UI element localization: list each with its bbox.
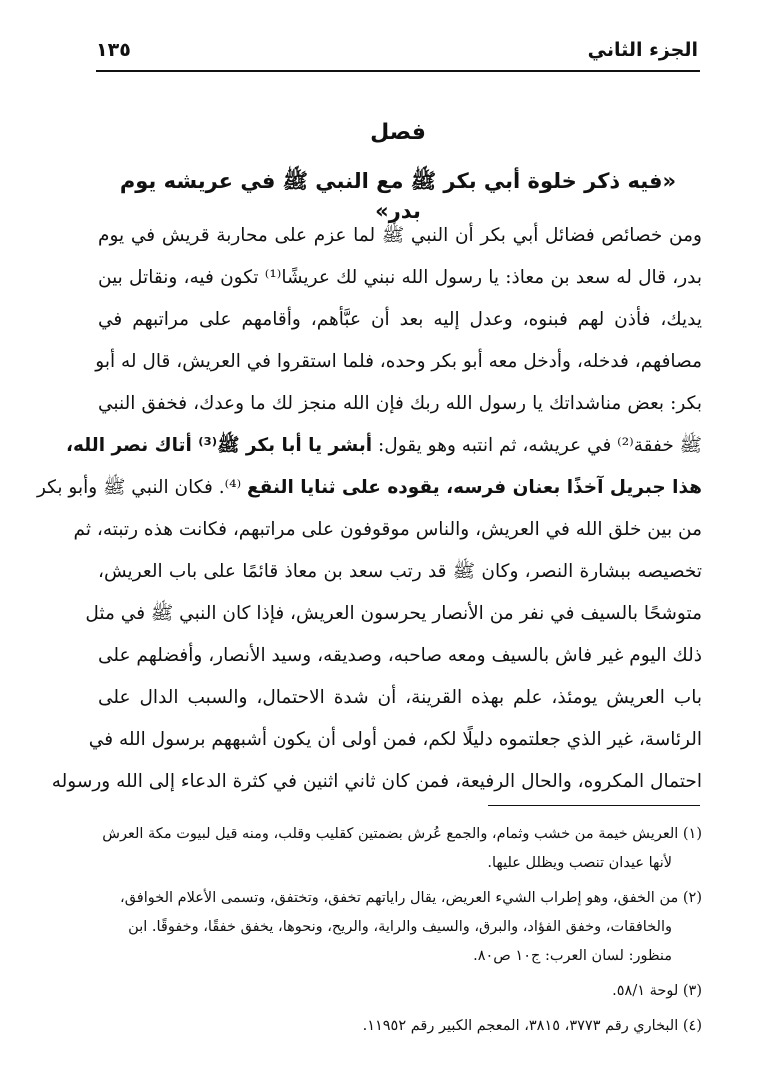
running-header-title: الجزء الثاني	[587, 39, 698, 61]
footnote-line: (٤) البخاري رقم ٣٧٧٣، ٣٨١٥، المعجم الكبير رقم ١١٩٥٢.	[362, 1018, 702, 1034]
footnote	[98, 884, 702, 971]
body-line: من بين خلق الله في العريش، والناس موقوفون على مراتبهم، فكانت هذه رتبته، ثم	[73, 519, 702, 540]
footnote-line: لأنها عيدان تنصب ويظلل عليها.	[487, 855, 672, 871]
running-header	[96, 36, 698, 64]
highlighted-quote: هذا جبريل آخذًا بعنان فرسه، يقوده على ثنايا النقع	[247, 477, 702, 498]
highlighted-quote: أبشر يا أبا بكر ﷺ⁽³⁾ أتاك نصر الله،	[66, 435, 373, 456]
footnote	[98, 820, 702, 878]
body-line: باب العريش يومئذ، علم بهذه القرينة، أن شدة الاحتمال، والسبب الدال على	[98, 687, 702, 708]
body-line: احتمال المكروه، والحال الرفيعة، فمن كان ثاني اثنين في كثرة الدعاء إلى الله ورسوله	[51, 771, 702, 792]
body-line: مصافهم، فدخله، وأدخل معه أبو بكر وحده، فلما استقروا في العريش، قال له أبو	[95, 351, 702, 372]
footnote	[98, 1012, 702, 1041]
body-line: متوشحًا بالسيف في نفر من الأنصار يحرسون العريش، فإذا كان النبي ﷺ في مثل	[85, 603, 702, 624]
header-divider	[96, 70, 700, 72]
footnote	[98, 977, 702, 1006]
footnote-line: (٣) لوحة ٥٨/١.	[612, 983, 702, 999]
footnotes	[98, 820, 702, 1047]
footnote-line: والخافقات، وخفق الفؤاد، والبرق، والسيف والراية، والريح، ونحوها، يخفق خفقًا، وخفوقًا. ابن	[128, 919, 672, 935]
body-line	[36, 467, 702, 509]
body-line: بكر: بعض مناشداتك يا رسول الله ربك فإن الله منجز لك ما وعدك، فخفق النبي	[98, 393, 702, 414]
body-line: ومن خصائص فضائل أبي بكر أن النبي ﷺ لما عزم على محاربة قريش في يوم	[98, 225, 702, 246]
footnote-line: منظور: لسان العرب: ج١٠ ص٨٠.	[473, 948, 672, 964]
footnote-line: (٢) من الخفق، وهو إطراب الشيء العريض، يقال راياتهم تخفق، وتختفق، وتسمى الأعلام الخوافق،	[120, 890, 702, 906]
body-text	[36, 215, 702, 803]
body-line: تخصيصه ببشارة النصر، وكان ﷺ قد رتب سعد بن معاذ قائمًا على باب العريش،	[98, 561, 702, 582]
chapter-title: فصل	[370, 120, 426, 145]
footnote-line: (١) العريش خيمة من خشب وثمام، والجمع عُرش بضمتين كقليب وقلب، ومنه قيل لبيوت مكة العرش	[102, 826, 702, 842]
body-line-text: ⁽⁴⁾. فكان النبي ﷺ وأبو بكر	[36, 477, 242, 498]
body-line: الرئاسة، غير الذي جعلتموه دليلًا لكم، فمن أولى أن يكون أشبههم برسول الله في	[88, 729, 702, 750]
footnote-divider	[488, 805, 700, 806]
chapter-subtitle: «فيه ذكر خلوة أبي بكر ﷺ مع النبي ﷺ في عريشه يوم بدر»	[119, 169, 677, 223]
body-line: يديك، فأذن لهم فبنوه، وعدل إليه بعد أن عبَّأهم، وأقامهم على مراتبهم في	[98, 309, 702, 330]
body-line	[66, 425, 702, 467]
body-line: ذلك اليوم غير فاش بالسيف ومعه صاحبه، وصديقه، وسيد الأنصار، وأفضلهم على	[97, 645, 702, 666]
body-line-text: ﷺ خفقة⁽²⁾ في عريشه، ثم انتبه وهو يقول:	[378, 435, 702, 456]
body-line: بدر، قال له سعد بن معاذ: يا رسول الله نبني لك عريشًا⁽¹⁾ تكون فيه، ونقاتل بين	[98, 267, 702, 288]
page-number: ١٣٥	[96, 39, 131, 61]
